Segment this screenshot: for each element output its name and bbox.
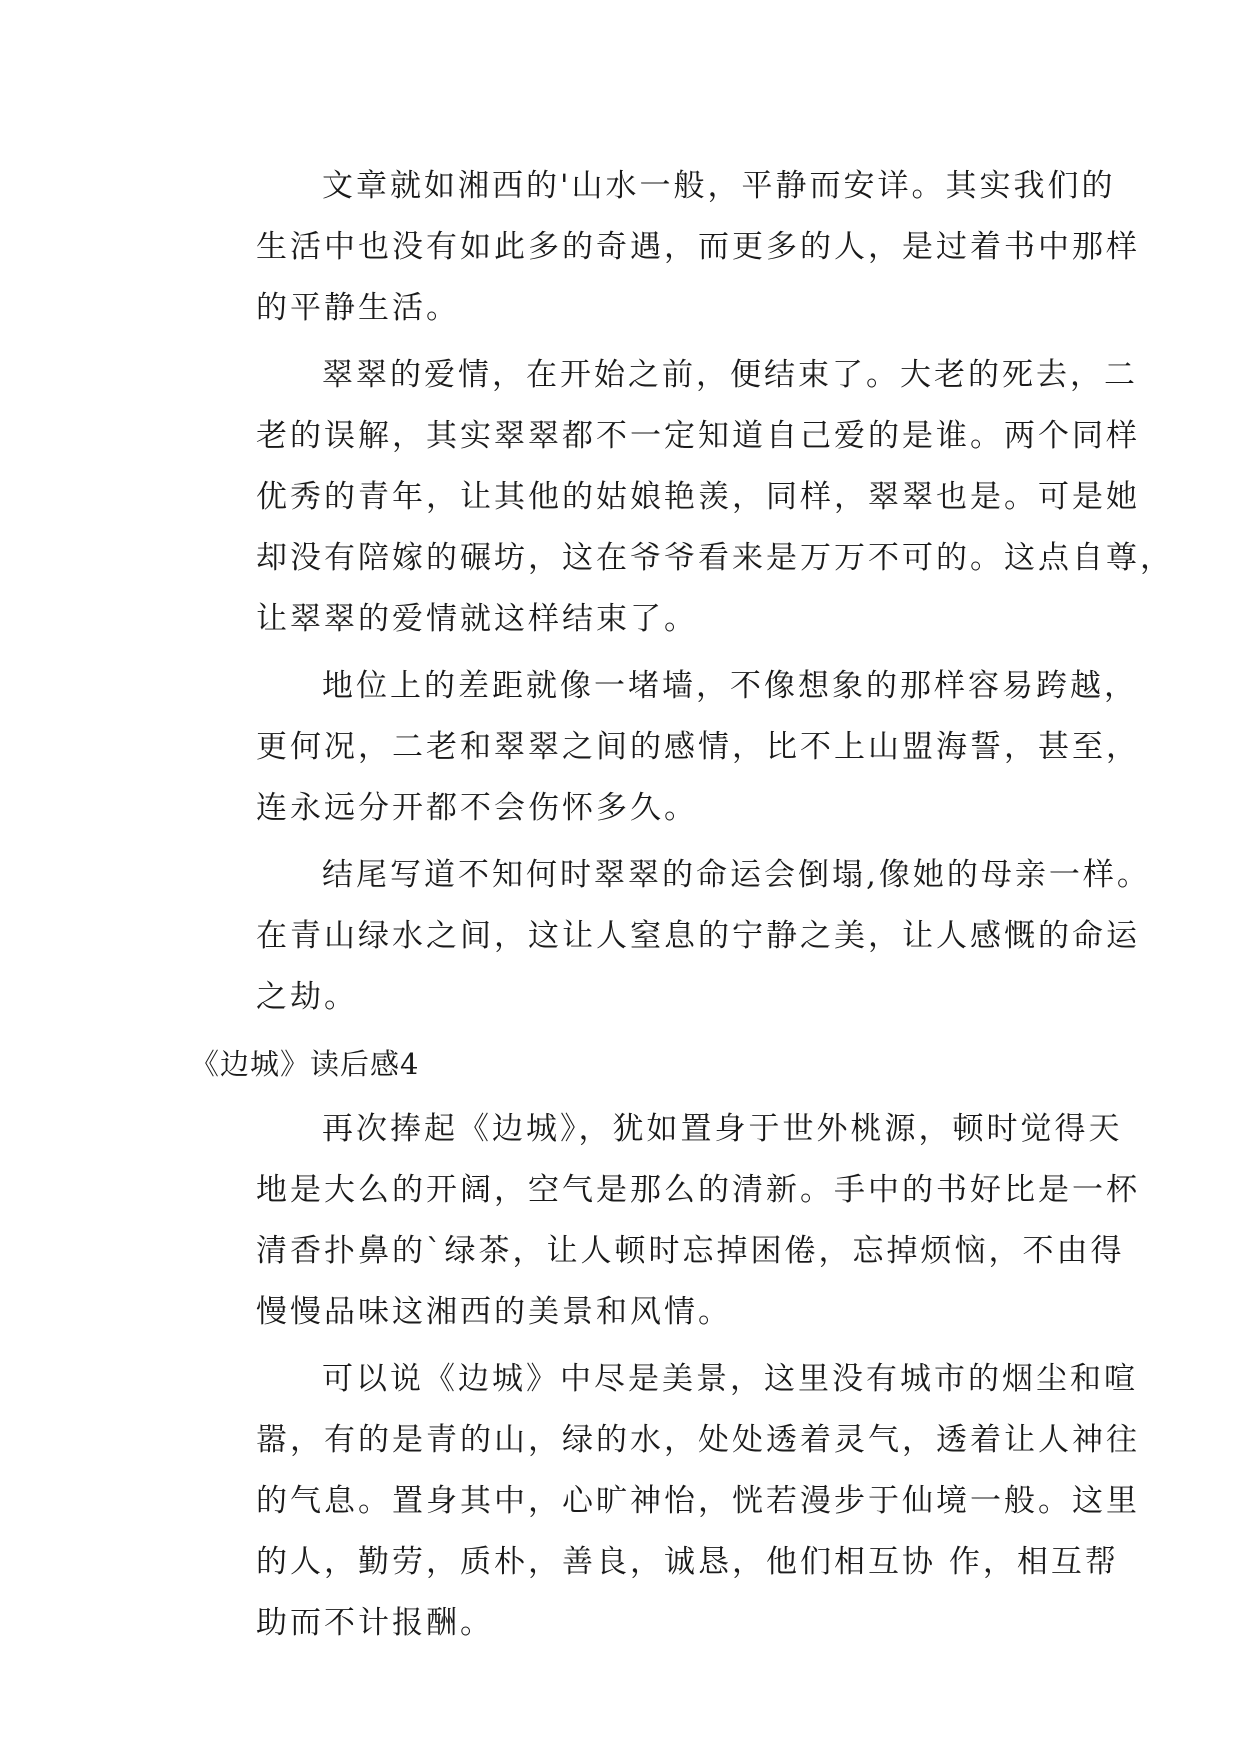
text-line: 却没有陪嫁的碾坊，这在爷爷看来是万万不可的。这点自尊， [256,540,1174,576]
text-line: 嚣，有的是青的山，绿的水，处处透着灵气，透着让人神往 [256,1422,1140,1458]
text-line: 的人，勤劳，质朴，善良，诚恳，他们相互协 作，相互帮 [256,1544,1119,1580]
text-line: 让翠翠的爱情就这样结束了。 [256,601,698,637]
paragraph [190,345,1174,650]
section-heading: 《边城》读后感4 [190,1047,420,1081]
text-line: 的平静生活。 [256,290,460,326]
text-line: 在青山绿水之间，这让人窒息的宁静之美，让人感慨的命运 [256,918,1140,954]
paragraph [190,1099,1140,1343]
text-line: 生活中也没有如此多的奇遇，而更多的人，是过着书中那样 [256,229,1140,265]
text-line: 清香扑鼻的`绿茶，让人顿时忘掉困倦，忘掉烦恼，不由得 [256,1233,1125,1269]
paragraph [190,1349,1140,1654]
text-line: 慢慢品味这湘西的美景和风情。 [256,1294,732,1330]
text-line: 的气息。置身其中，心旷神怡，恍若漫步于仙境一般。这里 [256,1483,1140,1519]
text-line: 可以说《边城》中尽是美景，这里没有城市的烟尘和喧 [322,1361,1138,1397]
text-line: 优秀的青年，让其他的姑娘艳羡，同样，翠翠也是。可是她 [256,479,1140,515]
text-line: 地位上的差距就像一堵墙，不像想象的那样容易跨越， [322,668,1138,704]
text-line: 助而不计报酬。 [256,1605,494,1641]
text-line: 翠翠的爱情，在开始之前，便结束了。大老的死去，二 [322,357,1138,393]
text-line: 老的误解，其实翠翠都不一定知道自己爱的是谁。两个同样 [256,418,1140,454]
text-line: 地是大么的开阔，空气是那么的清新。手中的书好比是一杯 [256,1172,1140,1208]
text-line: 更何况，二老和翠翠之间的感情，比不上山盟海誓，甚至， [256,729,1140,765]
text-line: 再次捧起《边城》，犹如置身于世外桃源，顿时觉得天 [322,1111,1123,1147]
text-line: 连永远分开都不会伤怀多久。 [256,790,698,826]
text-line: 文章就如湘西的'山水一般，平静而安详。其实我们的 [322,168,1116,204]
text-line: 结尾写道不知何时翠翠的命运会倒塌,像她的母亲一样。 [322,857,1151,893]
paragraph [190,156,1140,339]
paragraph [190,845,1151,1028]
document-body [190,156,1174,1660]
text-line: 之劫。 [256,979,358,1015]
paragraph [190,656,1140,839]
